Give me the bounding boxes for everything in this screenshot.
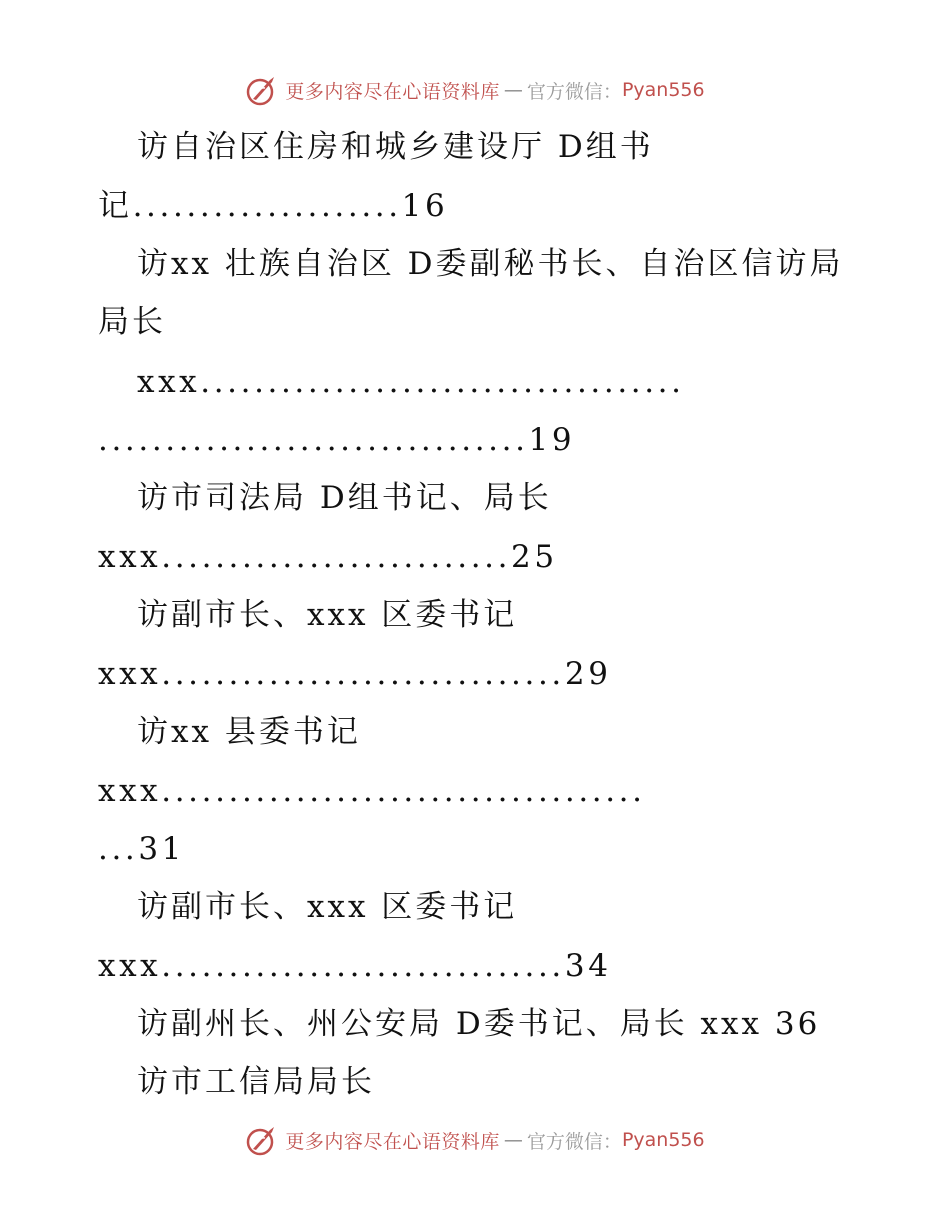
toc-line: xxx..............................34 <box>98 948 612 984</box>
toc-line: 局长 <box>98 304 166 340</box>
watermark-official-label: 官方微信： <box>526 1130 622 1153</box>
toc-line: ................................19 <box>98 422 576 458</box>
watermark-header <box>0 70 950 110</box>
watermark-official-label: 官方微信： <box>526 80 622 103</box>
watermark-separator: — <box>503 79 523 101</box>
toc-line: xxx..............................29 <box>98 656 612 692</box>
watermark-footer <box>0 1120 950 1160</box>
watermark-text: 更多内容尽在心语资料库 <box>285 80 500 103</box>
toc-line: xxx.................................... <box>137 364 685 400</box>
toc-line: 记....................16 <box>98 188 449 224</box>
toc-line: ...31 <box>98 831 186 867</box>
toc-line: 访自治区住房和城乡建设厅 D组书 <box>137 129 654 165</box>
toc-line: 访xx 壮族自治区 D委副秘书长、自治区信访局 <box>137 246 844 282</box>
toc-line: 访市工信局局长 <box>137 1064 375 1100</box>
toc-line: 访副市长、xxx 区委书记 <box>137 889 518 925</box>
toc-line: 访xx 县委书记 <box>137 714 361 750</box>
toc-line: 访副市长、xxx 区委书记 <box>137 597 518 633</box>
watermark-text: 更多内容尽在心语资料库 <box>285 1130 500 1153</box>
quill-pen-logo-icon <box>245 1123 279 1157</box>
toc-line: xxx..........................25 <box>98 539 558 575</box>
toc-line: 访副州长、州公安局 D委书记、局长 xxx 36 <box>137 1006 821 1042</box>
toc-line: xxx.................................... <box>98 773 646 809</box>
quill-pen-logo-icon <box>245 73 279 107</box>
watermark-handle: Pyan556 <box>621 1129 705 1151</box>
watermark-separator: — <box>503 1129 523 1151</box>
watermark-handle: Pyan556 <box>621 79 705 101</box>
toc-line: 访市司法局 D组书记、局长 <box>137 480 552 516</box>
